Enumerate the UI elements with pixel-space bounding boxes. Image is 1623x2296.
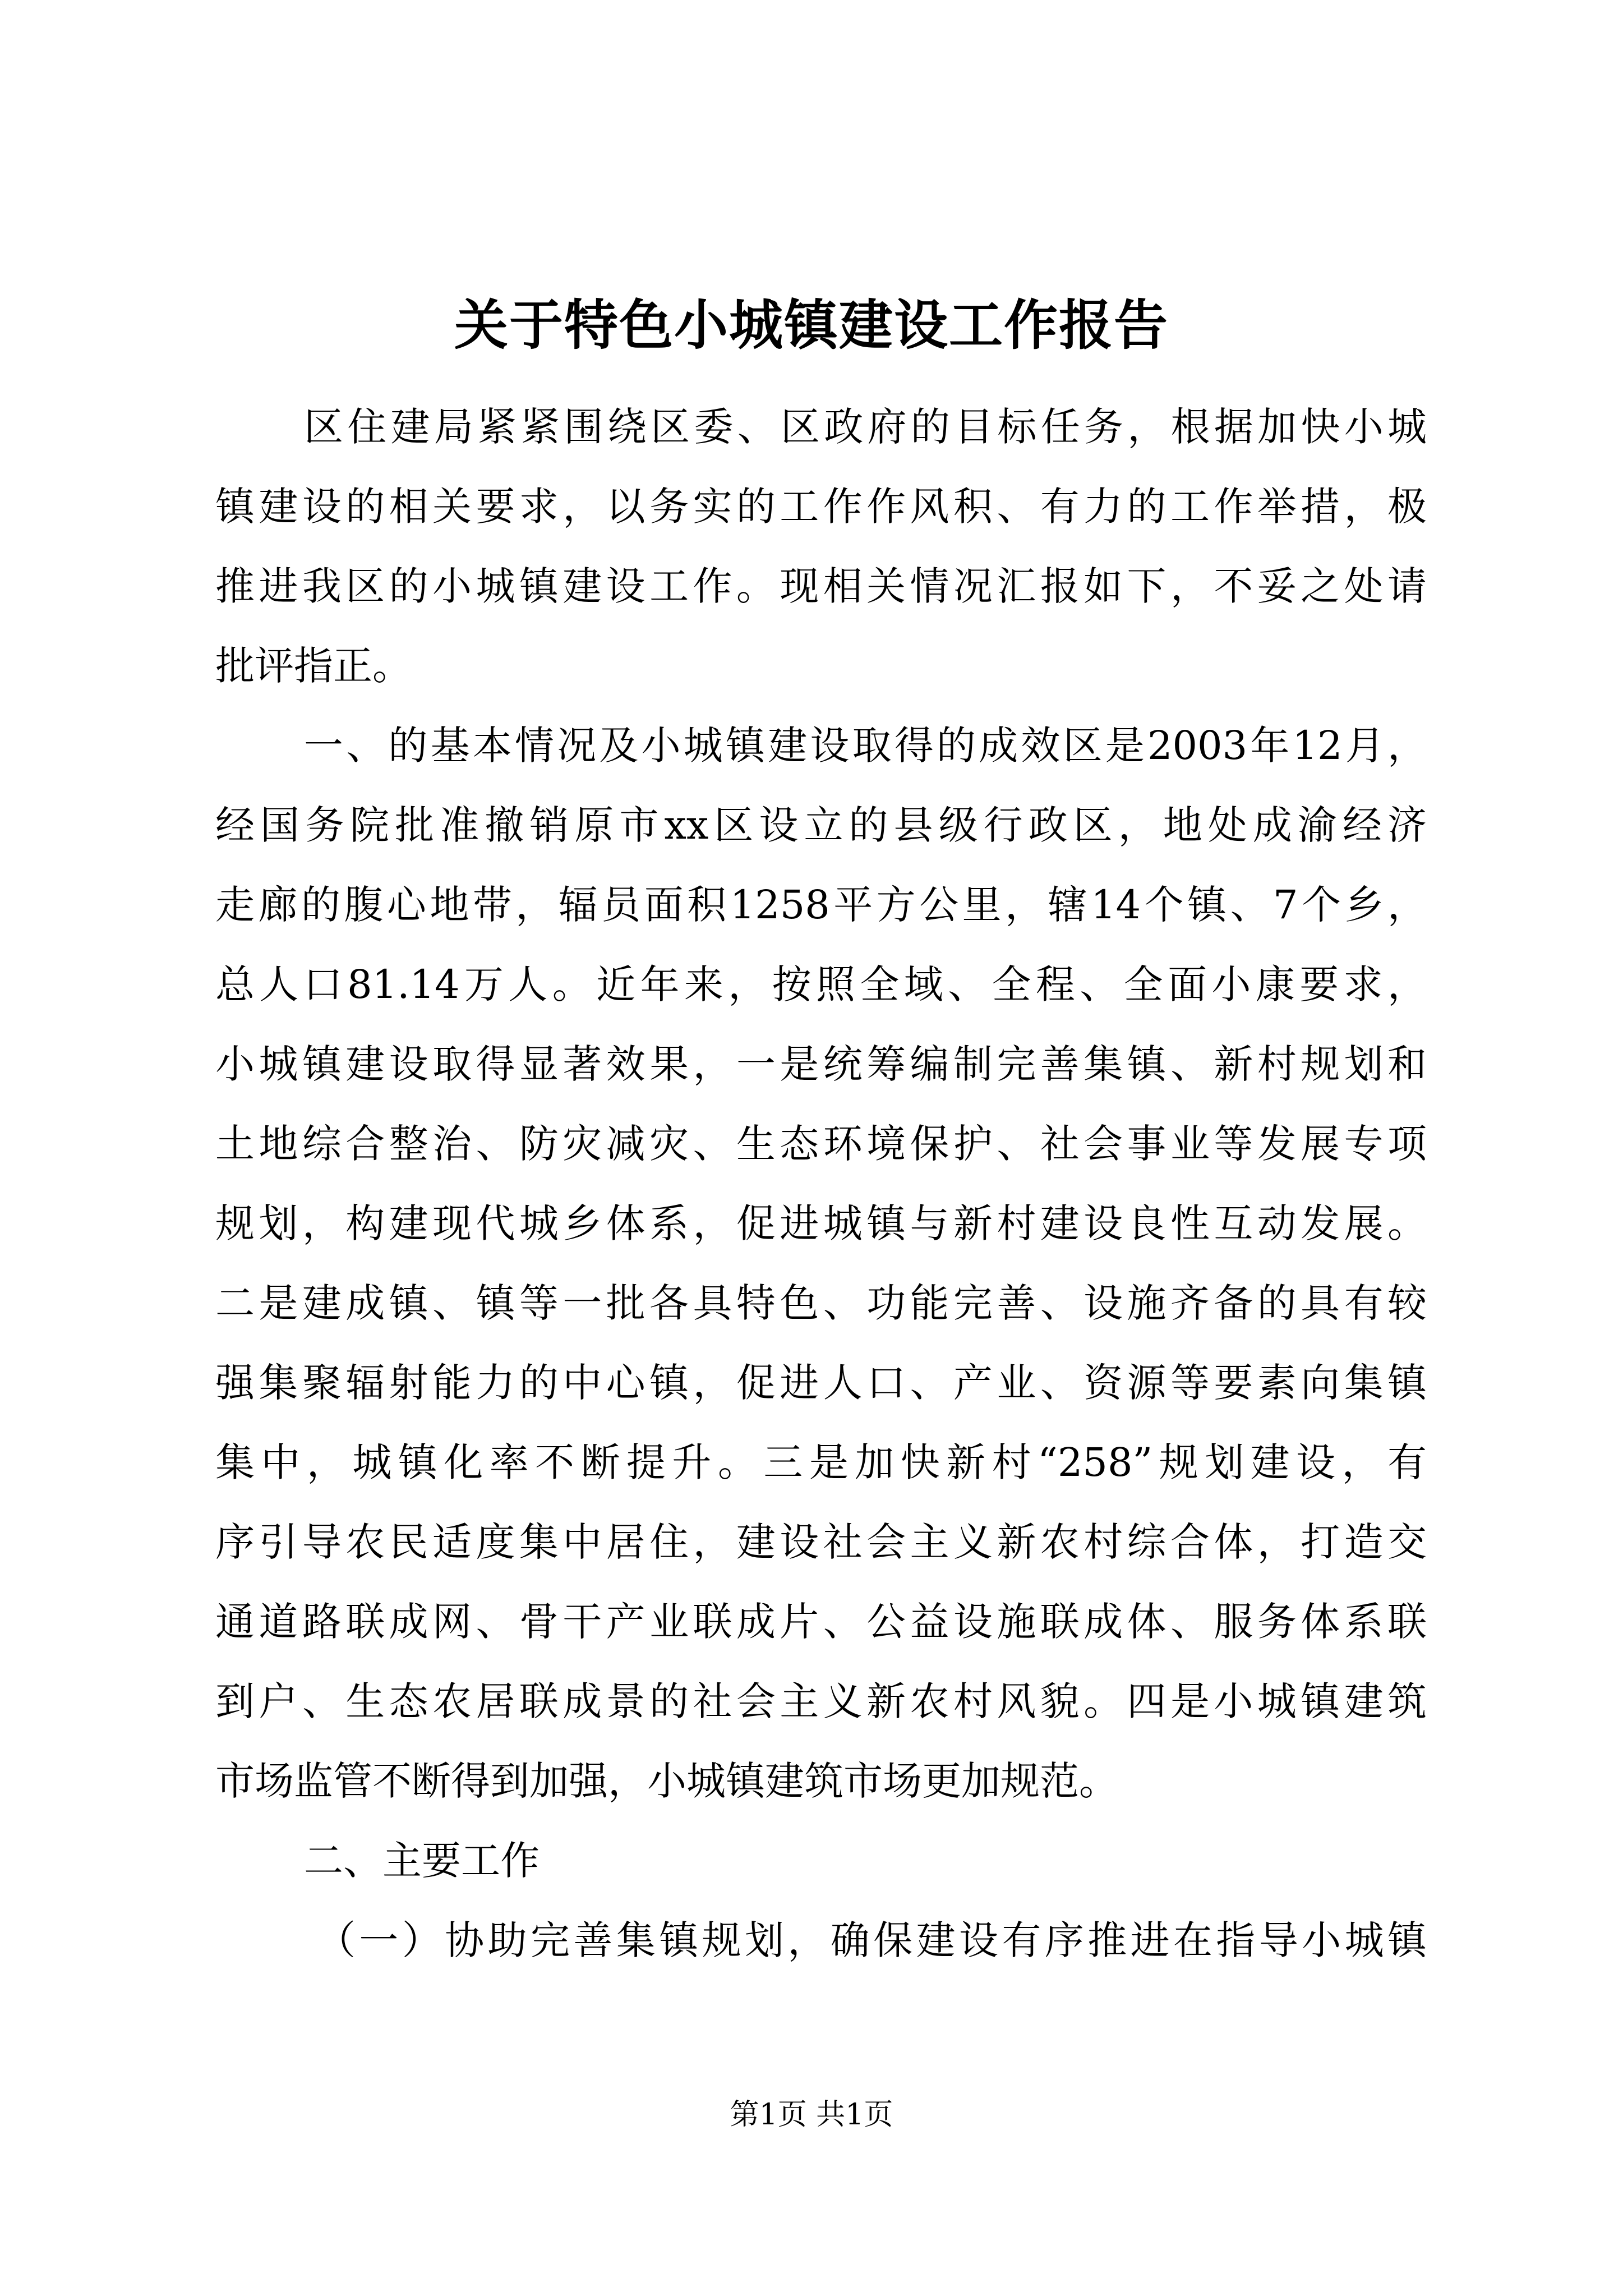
paragraph-line: 强集聚辐射能力的中心镇，促进人口、产业、资源等要素向集镇 [215,1360,1427,1406]
paragraph-line: 市场监管不断得到加强，小城镇建筑市场更加规范。 [215,1758,1118,1804]
paragraph-line: 规划，构建现代城乡体系，促进城镇与新村建设良性互动发展。 [215,1200,1427,1246]
paragraph-line: 通道路联成网、骨干产业联成片、公益设施联成体、服务体系联 [215,1599,1427,1645]
subsection-heading-line: （一）协助完善集镇规划，确保建设有序推进在指导小城镇 [316,1917,1427,1963]
document-title: 关于特色小城镇建设工作报告 [454,293,1169,357]
paragraph-line: 一、的基本情况及小城镇建设取得的成效区是2003年12月， [304,723,1427,769]
paragraph-line: 总人口81.14万人。近年来，按照全域、全程、全面小康要求， [215,961,1427,1007]
paragraph-line: 集中，城镇化率不断提升。三是加快新村“258”规划建设，有 [215,1439,1427,1485]
paragraph-line: 经国务院批准撤销原市xx区设立的县级行政区，地处成渝经济 [215,802,1427,848]
paragraph-line: 推进我区的小城镇建设工作。现相关情况汇报如下，不妥之处请 [215,563,1427,609]
paragraph-line: 土地综合整治、防灾减灾、生态环境保护、社会事业等发展专项 [215,1121,1427,1167]
document-body [215,387,1427,1980]
page-footer: 第1页 共1页 [730,2098,893,2132]
section-heading: 二、主要工作 [304,1838,540,1884]
paragraph-line: 区住建局紧紧围绕区委、区政府的目标任务，根据加快小城 [304,404,1427,450]
paragraph-line: 批评指正。 [215,643,412,689]
paragraph-line: 镇建设的相关要求，以务实的工作作风积、有力的工作举措，极 [215,484,1427,530]
paragraph-line: 序引导农民适度集中居住，建设社会主义新农村综合体，打造交 [215,1519,1427,1565]
paragraph-line: 走廊的腹心地带，辐员面积1258平方公里，辖14个镇、7个乡， [215,882,1427,928]
paragraph-line: 二是建成镇、镇等一批各具特色、功能完善、设施齐备的具有较 [215,1280,1427,1326]
paragraph-line: 小城镇建设取得显著效果，一是统筹编制完善集镇、新村规划和 [215,1041,1427,1087]
paragraph-line: 到户、生态农居联成景的社会主义新农村风貌。四是小城镇建筑 [215,1678,1427,1724]
